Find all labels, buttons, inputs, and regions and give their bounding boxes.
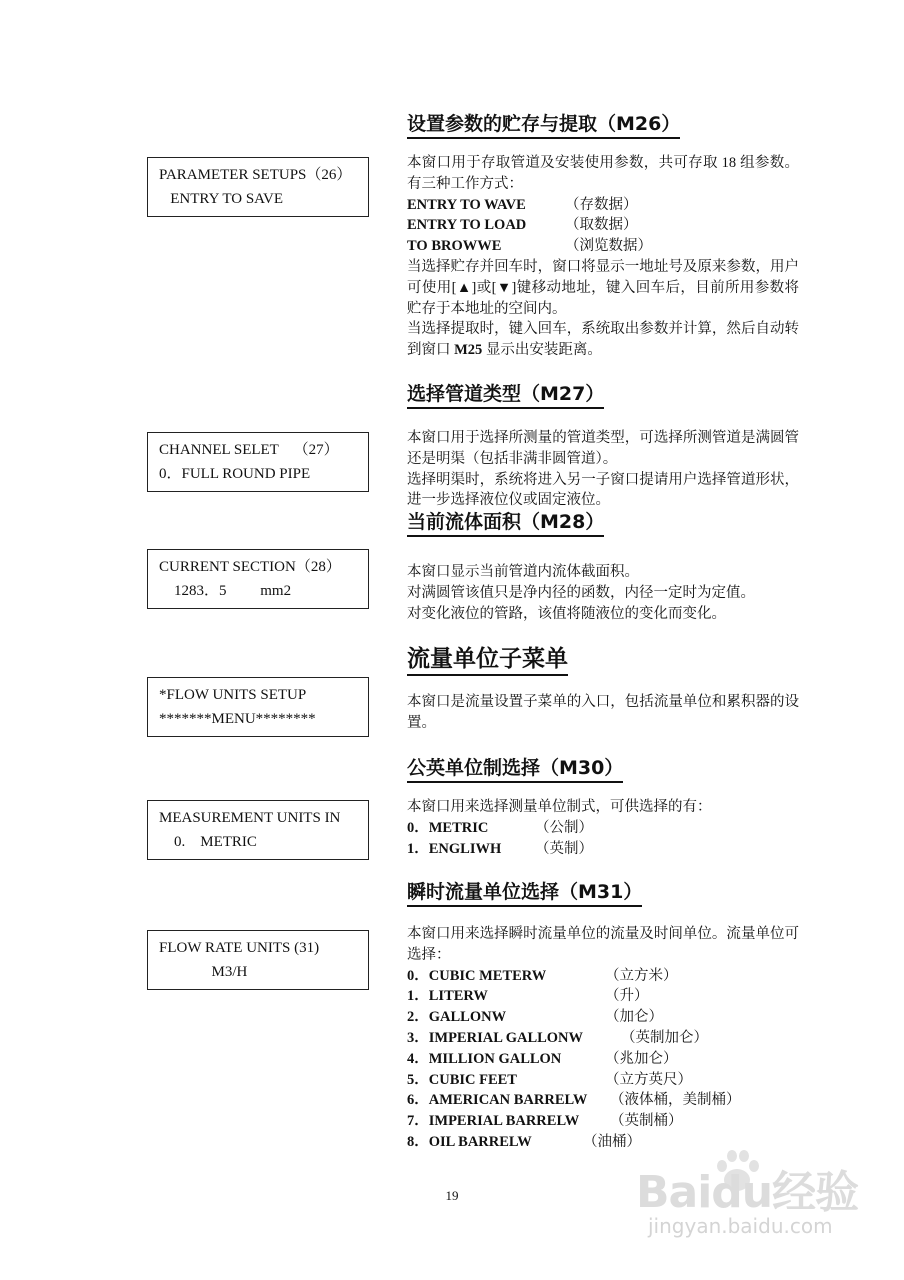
option-row	[407, 1070, 799, 1091]
paragraph: 本窗口用于选择所测量的管道类型，可选择所测管道是满圆管还是明渠（包括非满非圆管道）。	[407, 430, 799, 467]
lcd-line: MEASUREMENT UNITS IN	[159, 810, 341, 826]
option-key: TO BROWWE	[407, 238, 502, 255]
option-key: 1．LITERW	[407, 988, 488, 1005]
heading-m31: 瞬时流量单位选择（M31）	[407, 880, 642, 907]
option-note: （立方英尺）	[605, 1071, 692, 1088]
lcd-line: M3/H	[159, 964, 248, 980]
option-key: 6．AMERICAN BARRELW	[407, 1092, 588, 1109]
option-key: 7．IMPERIAL BARRELW	[407, 1113, 580, 1130]
option-row	[407, 839, 799, 860]
option-key: 2．GALLONW	[407, 1009, 507, 1026]
lcd-line: 0．FULL ROUND PIPE	[159, 466, 311, 482]
option-key: 0．METRIC	[407, 819, 489, 836]
option-key: ENTRY TO WAVE	[407, 196, 526, 213]
lcd-flow-units	[147, 677, 369, 737]
paragraph: 本窗口用来选择测量单位制式，可供选择的有：	[407, 799, 712, 815]
option-row	[407, 1090, 799, 1111]
option-key: 3．IMPERIAL GALLONW	[407, 1029, 584, 1046]
lcd-line: FLOW RATE UNITS (31)	[159, 940, 320, 956]
lcd-line: 0. METRIC	[159, 834, 257, 850]
paragraph: 对变化液位的管路，该值将随液位的变化而变化。	[407, 605, 726, 622]
option-row	[407, 236, 799, 257]
paragraph: 本窗口是流量设置子菜单的入口，包括流量单位和累积器的设置。	[407, 694, 799, 731]
lcd-line: CURRENT SECTION（28）	[159, 559, 341, 575]
option-row	[407, 215, 799, 236]
text-flow-units	[407, 692, 799, 734]
paragraph: 本窗口显示当前管道内流体截面积。	[407, 564, 639, 580]
option-note: （升）	[605, 988, 649, 1005]
option-note: （英制加仑）	[621, 1029, 708, 1046]
lcd-line: ENTRY TO SAVE	[159, 191, 284, 207]
text-run: 显示出安装距离。	[482, 342, 602, 359]
paragraph: 本窗口用于存取管道及安装使用参数，共可存取 18 组参数。有三种工作方式：	[407, 155, 799, 192]
option-row	[407, 818, 799, 839]
paragraph	[407, 319, 799, 361]
text-run-bold: M25	[454, 342, 483, 359]
lcd-m27	[147, 432, 369, 492]
lcd-m31	[147, 930, 369, 990]
option-note: （立方米）	[605, 967, 678, 984]
heading-m27: 选择管道类型（M27）	[407, 382, 604, 409]
option-key: 1．ENGLIWH	[407, 840, 502, 857]
watermark-logo: Baidu经验	[636, 1167, 859, 1218]
option-note: （英制桶）	[610, 1113, 683, 1130]
text-m27	[407, 428, 799, 511]
heading-flow-units: 流量单位子菜单	[407, 645, 568, 676]
lcd-m26	[147, 157, 369, 217]
heading-m28: 当前流体面积（M28）	[407, 510, 604, 537]
watermark-url: jingyan.baidu.com	[648, 1214, 833, 1238]
option-row	[407, 1049, 799, 1070]
option-row	[407, 986, 799, 1007]
paragraph: 对满圆管该值只是净内径的函数，内径一定时为定值。	[407, 584, 755, 601]
lcd-line: 1283．5 mm2	[159, 583, 292, 599]
option-note: （浏览数据）	[565, 238, 652, 255]
page-number: 19	[445, 1188, 459, 1203]
lcd-line: PARAMETER SETUPS（26）	[159, 167, 352, 183]
option-note: （取数据）	[565, 217, 638, 234]
option-note: （加仑）	[605, 1009, 663, 1026]
lcd-line: CHANNEL SELET （27）	[159, 442, 339, 458]
text-m28	[407, 562, 799, 624]
option-key: 8．OIL BARRELW	[407, 1133, 532, 1150]
option-key: 5．CUBIC FEET	[407, 1071, 517, 1088]
paragraph: 本窗口用来选择瞬时流量单位的流量及时间单位。流量单位可选择：	[407, 926, 799, 963]
option-key: 4．MILLION GALLON	[407, 1050, 562, 1067]
heading-m30: 公英单位制选择（M30）	[407, 756, 623, 783]
option-note: （英制）	[535, 840, 593, 857]
lcd-m28	[147, 549, 369, 609]
paragraph: 当选择贮存并回车时，窗口将显示一地址号及原来参数，用户可使用[▲]或[▼]键移动地址，键入回车后，目前所用参数将贮存于本地址的空间内。	[407, 258, 799, 317]
text-m26	[407, 153, 799, 361]
option-note: （兆加仑）	[605, 1050, 678, 1067]
option-key: 0．CUBIC METERW	[407, 967, 547, 984]
text-run: 当选择提取时，键入回车，系统取出参数并计算，然后自动转到窗口	[407, 321, 799, 359]
text-m31	[407, 924, 799, 1153]
option-row	[407, 1028, 799, 1049]
option-row	[407, 1111, 799, 1132]
option-row	[407, 195, 799, 216]
option-note: （存数据）	[565, 196, 638, 213]
text-m30	[407, 797, 799, 859]
option-note: （公制）	[535, 819, 593, 836]
lcd-m30	[147, 800, 369, 860]
heading-m26: 设置参数的贮存与提取（M26）	[407, 112, 680, 139]
option-note: （油桶）	[583, 1133, 641, 1150]
option-key: ENTRY TO LOAD	[407, 217, 527, 234]
lcd-line: *******MENU********	[159, 711, 316, 727]
option-note: （液体桶，美制桶）	[610, 1092, 741, 1109]
option-row	[407, 1007, 799, 1028]
lcd-line: *FLOW UNITS SETUP	[159, 687, 307, 703]
paragraph: 选择明渠时，系统将进入另一子窗口提请用户选择管道形状，进一步选择液位仪或固定液位。	[407, 471, 799, 509]
option-row	[407, 966, 799, 987]
